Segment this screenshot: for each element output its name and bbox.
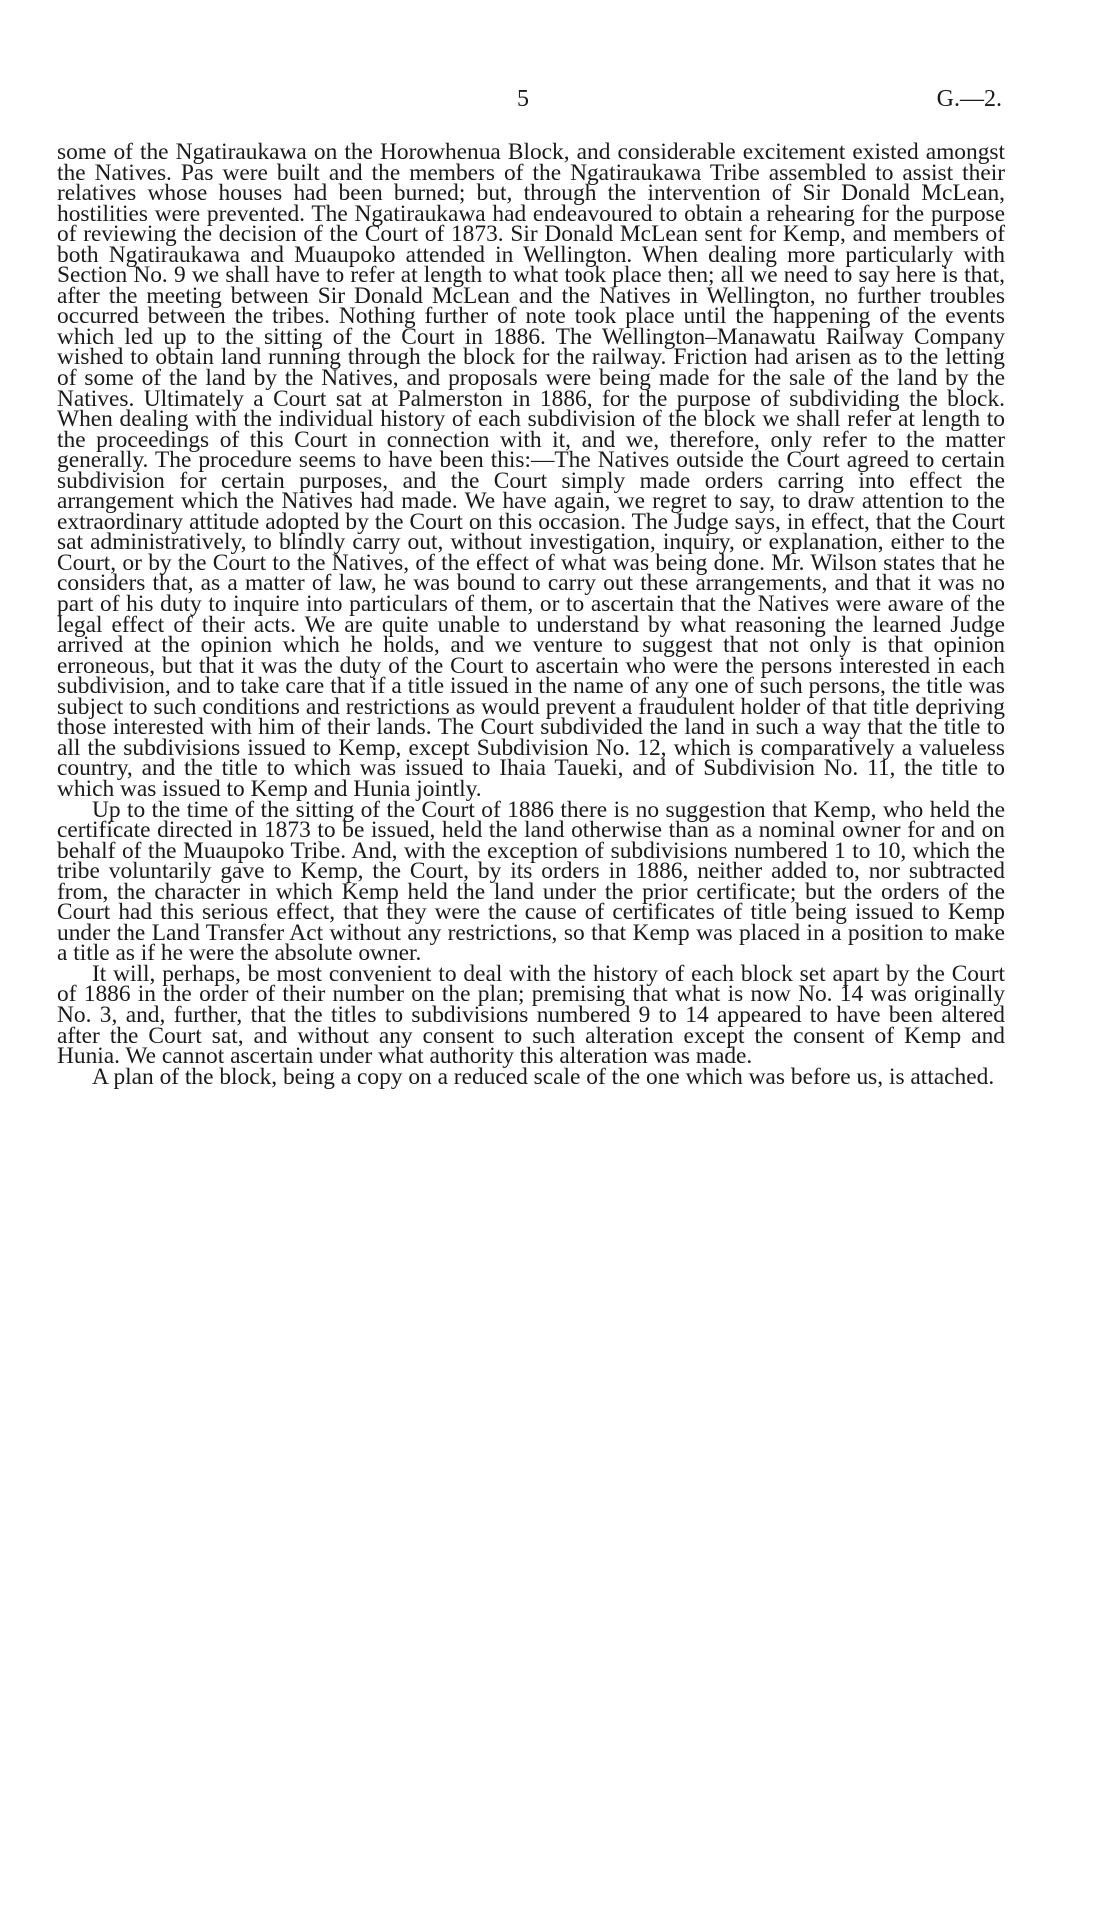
page-number: 5 — [517, 86, 529, 112]
series-code: G.—2. — [936, 86, 1002, 112]
body-text — [57, 139, 1005, 1090]
paragraph-block-history: It will, perhaps, be most convenient to deal with the history of each block set apart by the Court of 1886 in the order of their number on the plan; premising that what is now No. 14 was originally No. 3, and, further, that the titles to subdivisions numbered 9 to 14 appeared to have been altered after the Court sat, and without any consent to such alteration except the consent of Kemp and Hunia. We cannot ascertain under what authority this alteration was made. — [57, 960, 1005, 1070]
paragraph-kemp-certificate: Up to the time of the sitting of the Court of 1886 there is no suggestion that Kemp, who held the certificate directed in 1873 to be issued, held the land otherwise than as a nominal owner for and on behalf of the Muaupoko Tribe. And, with the exception of subdivisions numbered 1 to 10, which the tribe voluntarily gave to Kemp, the Court, by its orders in 1886, neither added to, nor subtracted from, the character in which Kemp held the land under the prior certificate; but the orders of the Court had this serious effect, that they were the cause of certificates of title being issued to Kemp under the Land Transfer Act without any restrictions, so that Kemp was placed in a position to make a title as if he were the absolute owner. — [57, 796, 1005, 967]
paragraph-continued: some of the Ngatiraukawa on the Horowhenua Block, and considerable excitement existed amongst the Natives. Pas were built and the members of the Ngatiraukawa Tribe assembled to assist their relatives whose houses had been burned; but, through the intervention of Sir Donald McLean, hostilities were prevented. The Ngatiraukawa had endeavoured to obtain a rehearing for the purpose of reviewing the decision of the Court of 1873. Sir Donald McLean sent for Kemp, and members of both Ngatiraukawa and Muaupoko attended in Wellington. When dealing more particularly with Section No. 9 we shall have to refer at length to what took place then; all we need to say here is that, after the meeting between Sir Donald McLean and the Natives in Wellington, no further troubles occurred between the tribes. Nothing further of note took place until the happening of the events which led up to the sitting of the Court in 1886. The Wellington–Manawatu Railway Company wished to obtain land running through the block for the railway. Friction had arisen as to the letting of some of the land by the Natives, and proposals were being made for the sale of the land by the Natives. Ultimately a Court sat at Palmerston in 1886, for the purpose of subdividing the block. When dealing with the individual history of each subdivision of the block we shall refer at length to the proceedings of this Court in connection with it, and we, therefore, only refer to the matter generally. The procedure seems to have been this:—The Natives outside the Court agreed to certain subdivision for certain purposes, and the Court simply made orders carring into effect the arrangement which the Natives had made. We have again, we regret to say, to draw attention to the extraordinary attitude adopted by the Court on this occasion. The Judge says, in effect, that the Court sat administratively, to blindly carry out, without investigation, inquiry, or explanation, either to the Court, or by the Court to the Natives, of the effect of what was being done. Mr. Wilson states that he considers that, as a matter of law, he was bound to carry out these arrangements, and that it was no part of his duty to inquire into particulars of them, or to ascertain that the Natives were aware of the legal effect of their acts. We are quite unable to understand by what reasoning the learned Judge arrived at the opinion which he holds, and we venture to suggest that not only is that opinion erroneous, but that it was the duty of the Court to ascertain who were the persons interested in each subdivision, and to take care that if a title issued in the name of any one of such persons, the title was subject to such conditions and restrictions as would prevent a fraudulent holder of that title depriving those interested with him of their lands. The Court subdivided the land in such a way that the title to all the subdivisions issued to Kemp, except Subdivision No. 12, which is comparatively a valueless country, and the title to which was issued to Ihaia Taueki, and of Subdivision No. 11, the title to which was issued to Kemp and Hunia jointly. — [57, 139, 1005, 802]
paragraph-plan-attached: A plan of the block, being a copy on a reduced scale of the one which was before us, is attached. — [92, 1063, 995, 1090]
